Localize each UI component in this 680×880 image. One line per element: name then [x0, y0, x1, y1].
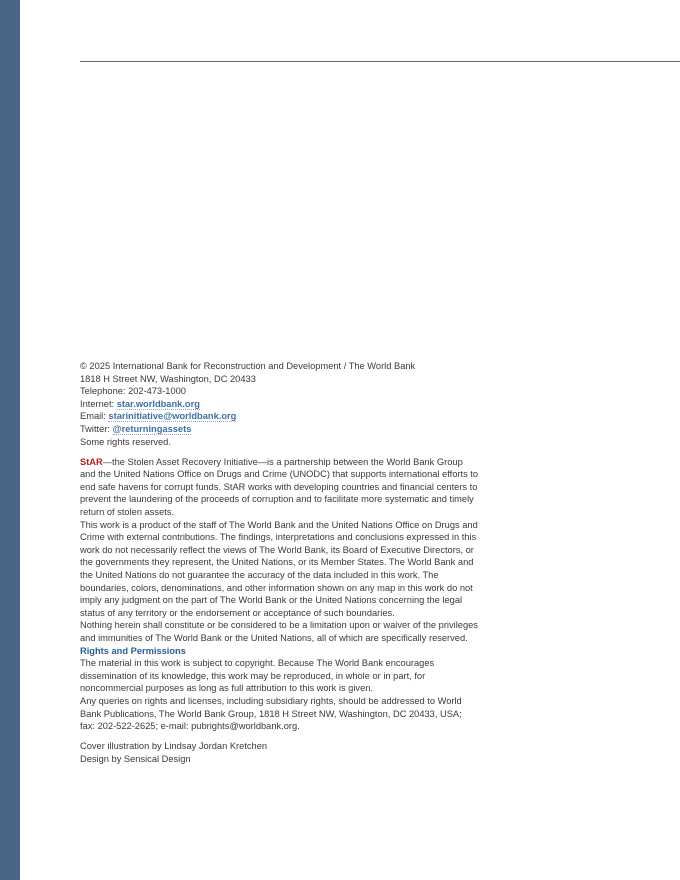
- twitter-line: [80, 423, 480, 436]
- cover-credit: Cover illustration by Lindsay Jordan Kretchen: [80, 741, 268, 752]
- telephone: Telephone: 202-473-1000: [80, 386, 186, 397]
- rights-heading: Rights and Permissions: [80, 645, 186, 656]
- rights-reserved: Some rights reserved.: [80, 436, 171, 447]
- publisher-info: [80, 360, 480, 448]
- star-brand: StAR: [80, 456, 103, 467]
- internet-line: [80, 398, 480, 411]
- copyright-line: © 2025 International Bank for Reconstruction and Development / The World Bank: [80, 361, 416, 371]
- star-paragraph: [80, 456, 480, 519]
- internet-label: Internet:: [80, 398, 117, 409]
- queries-line-2: fax: 202-522-2625; e-mail: pubrights@worldbank.org.: [80, 721, 300, 732]
- disclaimer-paragraph: This work is a product of the staff of The World Bank and the United Nations Office on Drugs and Crime with external contributions. The findings, interpretations and conclusions expressed in this work do not necessarily reflect the views of The World Bank, its Board of Executive Directors, or the governments they represent, the United Nations, or its Member States. The World Bank and the United Nations do not guarantee the accuracy of the data included in this work. The boundaries, colors, denominations, and other information shown on any map in this work do not imply any judgment on the part of The World Bank or the United Nations concerning the legal status of any territory or the endorsement or acceptance of such boundaries.: [80, 519, 478, 618]
- twitter-label: Twitter:: [80, 423, 113, 434]
- star-description: —the Stolen Asset Recovery Initiative—is a partnership between the World Bank Group and the United Nations Office on Drugs and Crime (UNODC) that supports international efforts to end safe havens for corrupt funds. StAR works with developing countries and financial centers to prevent the laundering of the proceeds of corruption and to facilitate more systematic and timely return of stolen assets.: [80, 456, 479, 518]
- queries-line-1: Any queries on rights and licenses, including subsidiary rights, should be addressed to World Bank Publications, The World Bank Group, 1818 H Street NW, Washington, DC 20433, USA;: [80, 695, 462, 719]
- publisher-address: 1818 H Street NW, Washington, DC 20433: [80, 373, 256, 384]
- email-label: Email:: [80, 411, 109, 422]
- top-divider: [80, 61, 680, 62]
- email-link[interactable]: starinitiative@worldbank.org: [108, 411, 237, 422]
- copyright-page-content: [80, 360, 480, 765]
- email-line: [80, 410, 480, 423]
- twitter-link[interactable]: @returningassets: [112, 423, 192, 434]
- queries-paragraph: [80, 695, 480, 733]
- privileges-paragraph: Nothing herein shall constitute or be considered to be a limitation upon or waiver of the privileges and immunities of The World Bank or the United Nations, all of which are specifically reserved.: [80, 620, 478, 643]
- design-credit: Design by Sensical Design: [80, 753, 191, 764]
- left-accent-bar: [0, 0, 20, 880]
- credits: [80, 740, 480, 765]
- internet-link[interactable]: star.worldbank.org: [116, 398, 200, 409]
- copyright-paragraph: The material in this work is subject to copyright. Because The World Bank encourages dissemination of its knowledge, this work may be reproduced, in whole or in part, for noncommercial purposes as long as full attribution to this work is given.: [80, 658, 435, 694]
